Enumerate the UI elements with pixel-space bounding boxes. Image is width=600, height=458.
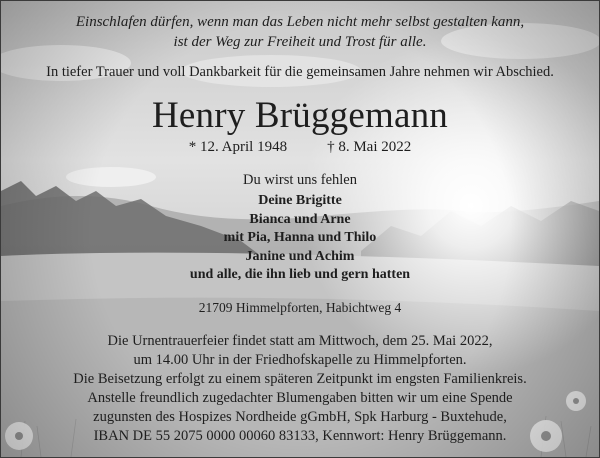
death-date: † 8. Mai 2022 <box>327 139 412 155</box>
info-line: Anstelle freundlich zugedachter Blumengaben bitten wir um eine Spende <box>87 390 513 406</box>
deceased-name: Henry Brüggemann <box>151 95 449 136</box>
notice-content <box>1 1 599 457</box>
life-dates <box>1 139 599 156</box>
info-line: Die Urnentrauerfeier findet statt am Mittwoch, dem 25. Mai 2022, <box>107 333 493 349</box>
info-line: um 14.00 Uhr in der Friedhofskapelle zu Himmelpforten. <box>133 352 467 368</box>
info-line: IBAN DE 55 2075 0000 00060 83133, Kennwort: Henry Brüggemann. <box>93 428 507 444</box>
info-line: zugunsten des Hospizes Nordheide gGmbH, Spk Harburg - Buxtehude, <box>93 409 507 425</box>
address-text: 21709 Himmelpforten, Habichtweg 4 <box>198 300 402 315</box>
intro-text: In tiefer Trauer und voll Dankbarkeit für die gemeinsamen Jahre nehmen wir Abschied. <box>46 64 554 80</box>
info-line: Die Beisetzung erfolgt zu einem späteren Zeitpunkt im engsten Familienkreis. <box>73 371 527 387</box>
mourner-line: mit Pia, Hanna und Thilo <box>223 230 377 245</box>
farewell-text: Du wirst uns fehlen <box>243 172 357 188</box>
motto-line-1: Einschlafen dürfen, wenn man das Leben nicht mehr selbst gestalten kann, <box>75 14 525 30</box>
mourner-line: Janine und Achim <box>245 249 355 264</box>
mourner-line: und alle, die ihn lieb und gern hatten <box>189 267 411 282</box>
birth-date: * 12. April 1948 <box>188 139 288 155</box>
mourner-line: Bianca und Arne <box>249 212 351 227</box>
motto-line-2: ist der Weg zur Freiheit und Trost für alle. <box>173 34 427 50</box>
mourner-line: Deine Brigitte <box>258 193 342 208</box>
